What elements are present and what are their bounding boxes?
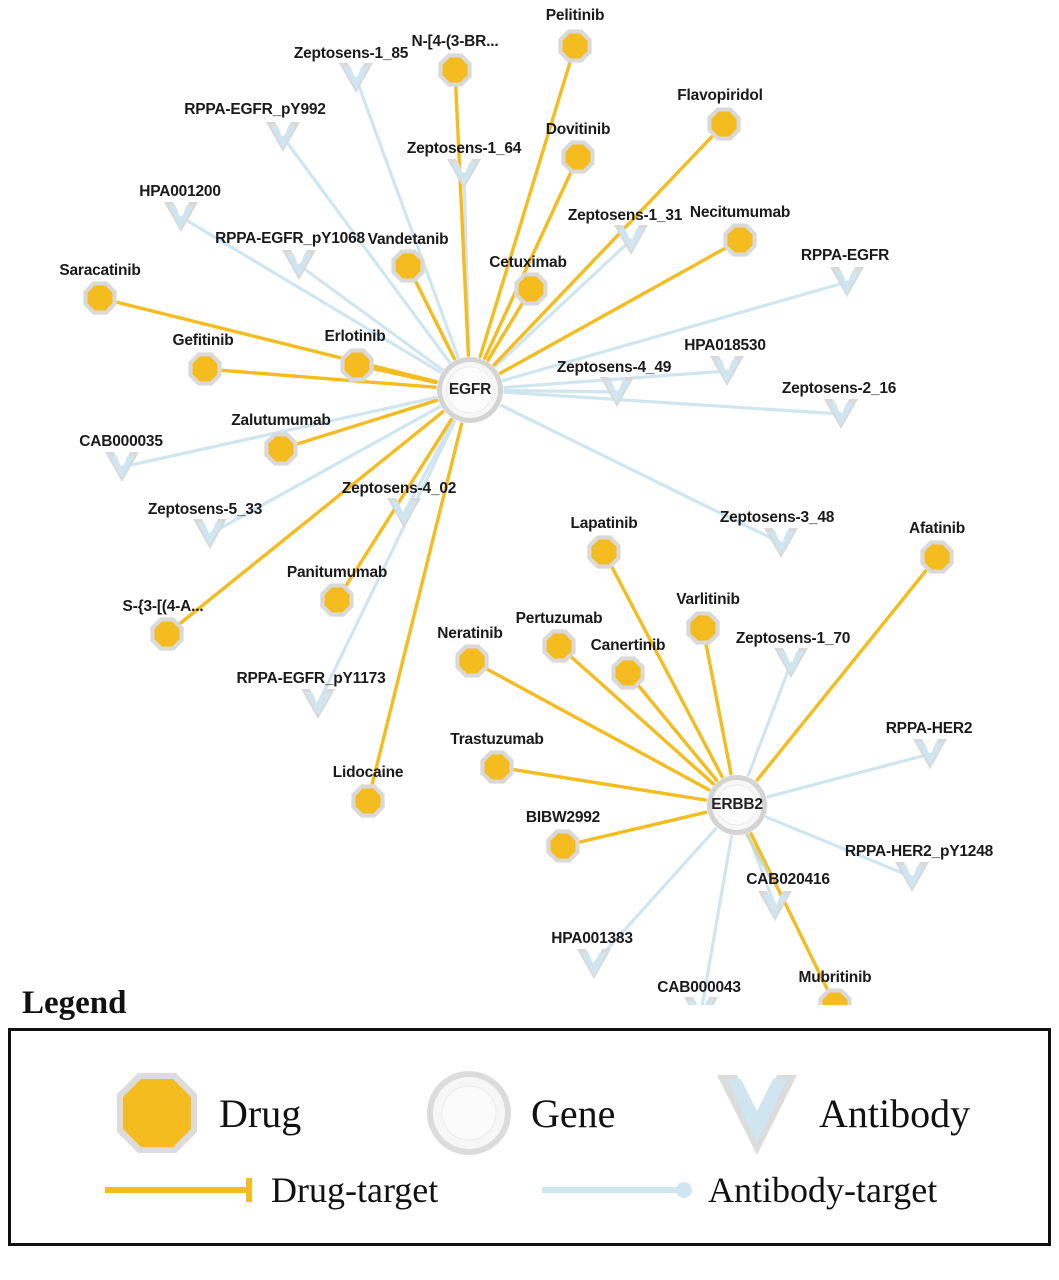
drug-node[interactable]: [551, 834, 576, 859]
drug-node-label: Lidocaine: [332, 764, 404, 781]
legend: [0, 985, 1059, 1246]
drug-node[interactable]: [345, 353, 370, 378]
antibody-node-label: RPPA-HER2: [885, 720, 973, 737]
drug-node-label: Necitumumab: [689, 204, 791, 221]
antibody-node-label: RPPA-HER2_pY1248: [844, 843, 994, 860]
drug-node-label: BIBW2992: [525, 809, 601, 826]
drug-node[interactable]: [356, 789, 381, 814]
legend-edge-label-antibody: Antibody-target: [708, 1170, 938, 1210]
drug-node-label: Canertinib: [590, 637, 666, 654]
drug-node-label: N-[4-(3-BR...: [411, 33, 499, 50]
antibody-edge-icon: [538, 1170, 698, 1210]
antibody-node-label: Zeptosens-1_70: [735, 630, 851, 647]
drug-node-label: Zalutumumab: [231, 412, 331, 429]
drug-node[interactable]: [712, 112, 737, 137]
antibody-node-label: Zeptosens-3_48: [719, 509, 835, 526]
gene-node-label: EGFR: [448, 381, 492, 398]
drug-icon: [111, 1067, 203, 1159]
drug-node[interactable]: [547, 634, 572, 659]
antibody-node-label: CAB000043: [657, 979, 741, 996]
drug-node[interactable]: [925, 545, 950, 570]
drug-node-label: Erlotinib: [324, 328, 386, 345]
antibody-node-label: Zeptosens-4_49: [556, 359, 672, 376]
legend-node-row: [11, 1049, 1048, 1159]
legend-label-gene: Gene: [531, 1090, 616, 1136]
drug-node-label: Varlitinib: [676, 591, 740, 608]
legend-edge-drug-target: [101, 1169, 438, 1211]
drug-node[interactable]: [728, 228, 753, 253]
legend-edge-label-drug: Drug-target: [271, 1170, 439, 1210]
antibody-node-label: HPA001383: [551, 930, 633, 947]
antibody-node-label: Zeptosens-1_31: [567, 207, 683, 224]
drug-node-label: Gefitinib: [172, 332, 234, 349]
drug-node-label: S-{3-[(4-A...: [122, 598, 204, 615]
drug-node[interactable]: [88, 286, 113, 311]
antibody-node-label: Zeptosens-4_02: [341, 480, 457, 497]
edge: [757, 557, 937, 780]
antibody-node-label: Zeptosens-5_33: [147, 501, 263, 518]
drug-node-label: Saracatinib: [59, 262, 141, 279]
antibody-node-label: RPPA-EGFR: [800, 247, 890, 264]
legend-item-gene: [423, 1067, 615, 1159]
drug-node[interactable]: [325, 588, 350, 613]
drug-node-label: Pelitinib: [545, 7, 605, 24]
legend-title: Legend: [22, 985, 127, 1021]
edge: [768, 754, 930, 797]
legend-item-antibody: [711, 1067, 970, 1159]
antibody-node-label: HPA018530: [684, 337, 766, 354]
drug-node[interactable]: [691, 616, 716, 641]
drug-node-label: Afatinib: [908, 520, 966, 537]
drug-node-label: Panitumumab: [286, 564, 388, 581]
legend-edge-row: [11, 1169, 1048, 1229]
legend-label-antibody: Antibody: [819, 1090, 971, 1136]
legend-box: [8, 1028, 1051, 1246]
gene-node-label: ERBB2: [711, 796, 763, 813]
drug-edge-icon: [101, 1170, 261, 1210]
drug-node[interactable]: [443, 58, 468, 83]
drug-node-label: Vandetanib: [367, 231, 449, 248]
drug-node[interactable]: [616, 661, 641, 686]
drug-node-label: Dovitinib: [545, 121, 611, 138]
gene-icon: [423, 1067, 515, 1159]
antibody-node-label: HPA001200: [139, 183, 221, 200]
antibody-node-label: Zeptosens-2_16: [781, 380, 897, 397]
drug-node[interactable]: [460, 649, 485, 674]
drug-node-label: Flavopiridol: [677, 87, 763, 104]
drug-node-label: Neratinib: [437, 625, 503, 642]
legend-item-drug: [111, 1067, 301, 1159]
drug-node[interactable]: [563, 34, 588, 59]
antibody-node-label: RPPA-EGFR_pY1068: [215, 230, 365, 247]
legend-edge-antibody-target: [538, 1169, 937, 1211]
antibody-node-label: RPPA-EGFR_pY992: [184, 101, 326, 118]
edge: [480, 46, 575, 357]
drug-node-label: Mubritinib: [798, 969, 872, 986]
edge: [404, 421, 453, 513]
drug-node[interactable]: [485, 755, 510, 780]
drug-node[interactable]: [566, 145, 591, 170]
antibody-node-label: Zeptosens-1_64: [406, 140, 522, 157]
drug-node[interactable]: [269, 437, 294, 462]
legend-label-drug: Drug: [219, 1090, 302, 1136]
drug-node[interactable]: [519, 277, 544, 302]
edge: [628, 673, 717, 780]
drug-node-label: Cetuximab: [489, 254, 567, 271]
antibody-node-label: CAB020416: [746, 871, 830, 888]
drug-node-label: Pertuzumab: [515, 610, 603, 627]
antibody-node-label: CAB000035: [79, 433, 163, 450]
edge: [504, 282, 847, 380]
edge: [356, 78, 458, 357]
antibody-node-label: RPPA-EGFR_pY1173: [236, 670, 386, 687]
drug-node[interactable]: [592, 540, 617, 565]
drug-node[interactable]: [193, 357, 218, 382]
drug-node[interactable]: [155, 622, 180, 647]
edge: [748, 663, 791, 775]
drug-node-label: Trastuzumab: [450, 731, 544, 748]
antibody-node-label: Zeptosens-1_85: [293, 45, 409, 62]
antibody-icon: [711, 1067, 803, 1159]
drug-node-label: Lapatinib: [570, 515, 638, 532]
drug-node[interactable]: [396, 254, 421, 279]
